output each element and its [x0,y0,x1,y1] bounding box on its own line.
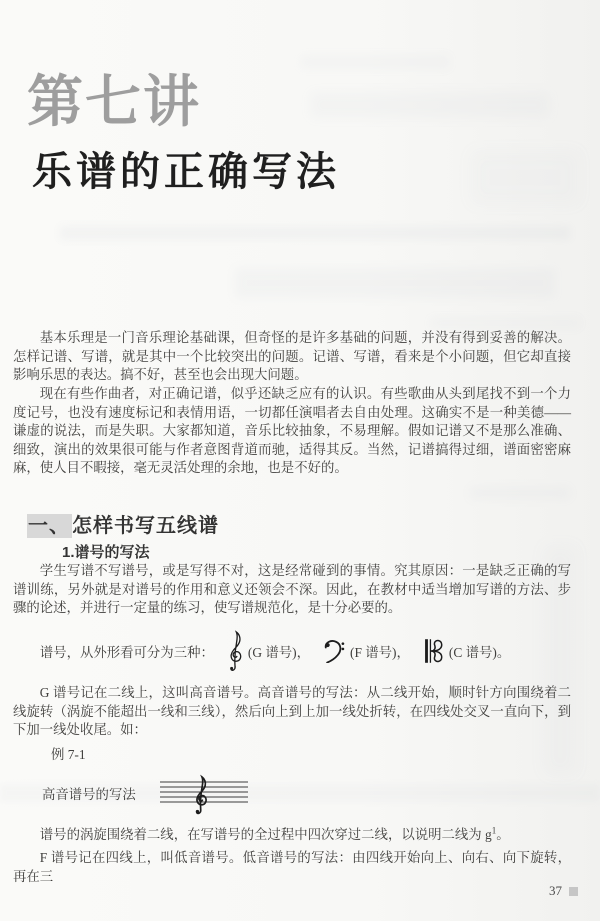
subsection-heading: 1.谱号的写法 [62,544,150,561]
example-label: 例 7-1 [51,747,86,762]
clef-types-line [13,626,571,676]
intro-paragraph-1: 基本乐理是一门音乐理论基础课，但奇怪的是许多基础的问题，并没有得到妥善的解决。怎样记谱、写谱，就是其中一个比较突出的问题。记谱、写谱，看来是个小问题，但它却直接影响乐思的表达。搞不好，甚至也会出现大问题。 [13,330,571,382]
bass-clef-icon [324,639,345,663]
bass-clef-paragraph: F 谱号记在四线上，叫低音谱号。低音谱号的写法：由四线开始向上、向右、向下旋转，再在三 [13,850,571,884]
bleedthrough-smudge [60,226,570,240]
f-clef-label: (F 谱号)， [349,644,410,660]
page-number: 37 [549,883,562,898]
bleedthrough-smudge [300,55,450,69]
page-number-square-icon [569,887,578,896]
section-heading: 一、怎样书写五线谱 [28,515,219,537]
intro-paragraph-2: 现在有些作曲者，对正确记谱，似乎还缺乏应有的认识。有些歌曲从头到尾找不到一个力度记号，也没有速度标记和表情用语，一切都任演唱者去自由处理。这确实不是一种美德——谦虚的说法，而是失职。大家都知道，音乐比较抽象，不易理解。假如记谱又不是那么准确、细致，演出的效果很可能与作者意图背道而驰，适得其反。当然，记谱搞得过细，谱面密密麻麻，使人目不暇接，毫无灵活处理的余地，也是不好的。 [13,386,571,475]
staff-with-treble-clef-icon [158,770,250,820]
page-title: 乐谱的正确写法 [32,150,340,194]
alto-clef-icon [424,638,444,664]
treble-clef-paragraph: G 谱号记在二线上，这叫高音谱号。高音谱号的写法：从二线开始，顺时针方向围绕着二线旋转（涡旋不能超出一线和三线），然后向上到上加一线处折转，在四线处交叉一直向下，到下加一线处收尾。如： [13,685,571,737]
page-footer [549,883,578,899]
lecture-number-heading: 第七讲 [27,70,201,133]
g-clef-label: (G 谱号)， [247,644,310,660]
treble-clef-icon [228,629,243,673]
bleedthrough-smudge [310,92,550,118]
treble-clef-figure [0,770,600,820]
bleedthrough-smudge [470,150,580,205]
figure-caption: 高音谱号的写法 [42,787,136,802]
bleedthrough-smudge [430,318,580,328]
bleedthrough-smudge [235,268,555,298]
bleedthrough-smudge [470,487,570,499]
clef-intro-paragraph: 学生写谱不写谱号，或是写得不对，这是经常碰到的事情。究其原因：一是缺乏正确的写谱训练，另外就是对谱号的作用和意义还领会不深。因此，在教材中适当增加写谱的方法、步骤的论述，并进行一定量的练习，使写谱规范化，是十分必要的。 [13,563,571,615]
spiral-paragraph [13,826,571,845]
spiral-paragraph-end: 。 [496,827,510,842]
spiral-paragraph-text: 谱号的涡旋围绕着二线，在写谱号的全过程中四次穿过二线，以说明二线为 g [39,827,492,842]
c-clef-label: (C 谱号)。 [448,644,511,660]
clef-line-prefix: 谱号，从外形看可分为三种： [39,644,214,660]
superscript-one: 1 [491,825,497,836]
